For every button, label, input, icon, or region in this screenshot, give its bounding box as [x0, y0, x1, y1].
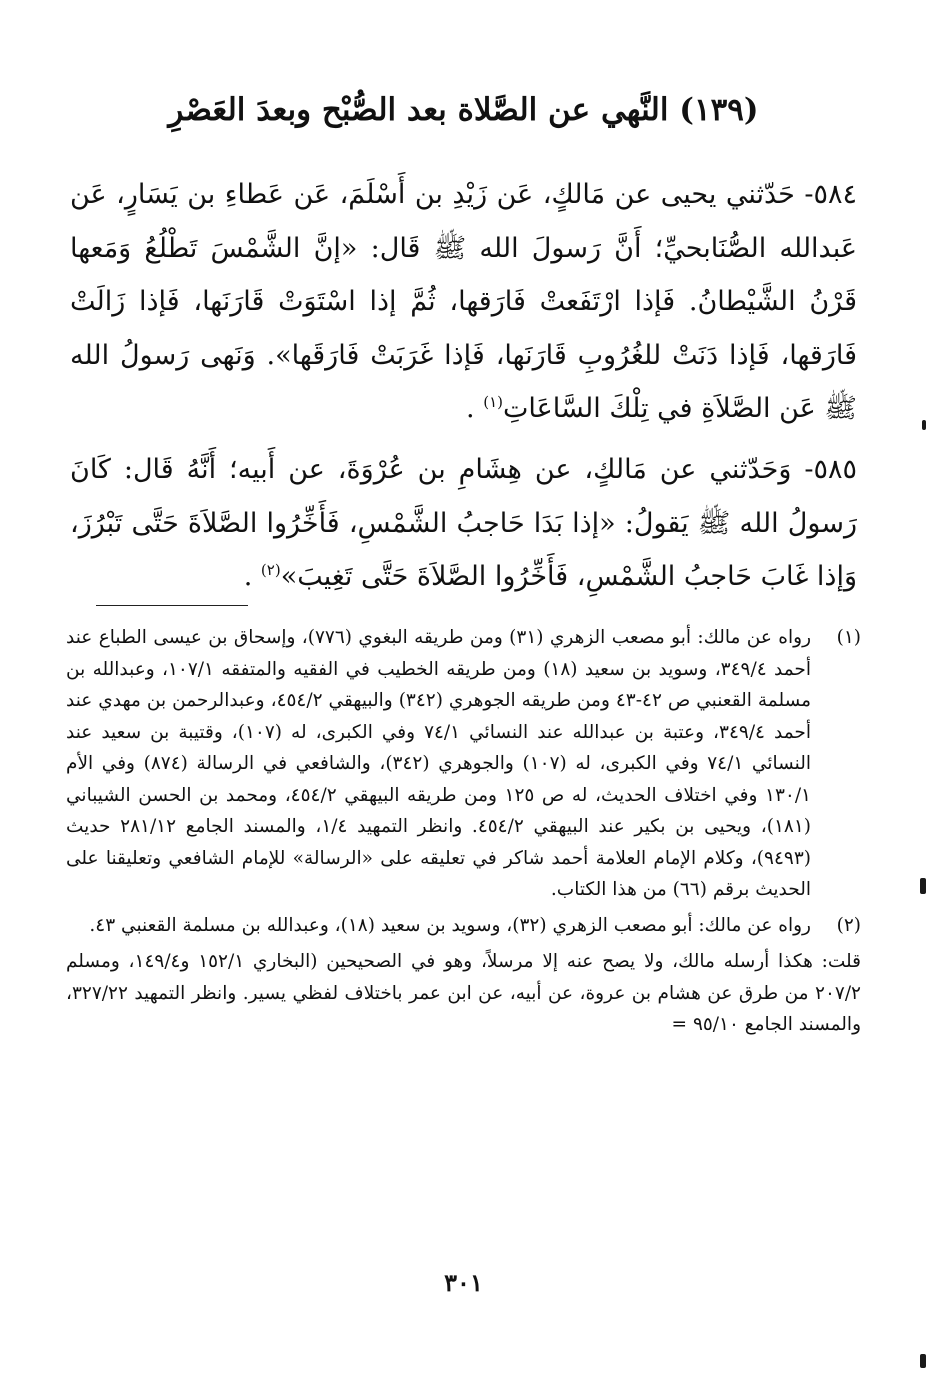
scan-edge-mark [920, 1354, 926, 1368]
page-number: ٣٠١ [444, 1268, 483, 1297]
footnote-text: رواه عن مالك: أبو مصعب الزهري (٣١) ومن طريقه البغوي (٧٧٦)، وإسحاق بن عيسى الطباع عند أحمد ٣٤٩/٤، وسويد بن سعيد (١٨) ومن طريقه الخطيب في الفقيه والمتفقه ١٠٧/١، وعبدالله بن مسلمة القعنبي ص ٤٢-٤٣ ومن طريقه الجوهري (٣٤٢) والبيهقي ٤٥٤/٢، وعبدالرحمن بن مهدي عند أحمد ٣٤٩/٤، وعتبة بن عبدالله عند النسائي ٧٤/١ وفي الكبرى، له (١٠٧)، وقتيبة بن سعيد عند النسائي ٧٤/١ وفي الكبرى، له (١٠٧) والجوهري (٣٤٢)، والشافعي في الرسالة (٨٧٤) وفي الأم ١٣٠/١ وفي اختلاف الحديث، له ص ١٢٥ ومن طريقه البيهقي ٤٥٤/٢، ومحمد بن الحسن الشيباني (١٨١)، ويحيى بن بكير عند البيهقي ٤٥٤/٢. وانظر التمهيد ١/٤، والمسند الجامع ٢٨١/١٢ حديث (٩٤٩٣)، وكلام الإمام العلامة أحمد شاكر في تعليقه على «الرسالة» للإمام الشافعي وتعليقنا على الحديث برقم (٦٦) من هذا الكتاب. [66, 627, 811, 900]
footnote-2-continuation: قلت: هكذا أرسله مالك، ولا يصح عنه إلا مرسلاً، وهو في الصحيحين (البخاري ١٥٢/١ و١٤٩/٤، ومسلم ٢٠٧/٢ من طرق عن هشام بن عروة، عن أبيه، عن ابن عمر باختلاف لفظي يسير. وانظر التمهيد ٣٢٧/٢٢، والمسند الجامع ٩٥/١٠ = [66, 951, 861, 1035]
chapter-title: (١٣٩) النَّهي عن الصَّلاة بعد الصُّبْح وبعدَ العَصْرِ [168, 92, 759, 128]
footnote-text: رواه عن مالك: أبو مصعب الزهري (٣٢)، وسويد بن سعيد (١٨)، وعبدالله بن مسلمة القعنبي ٤٣. [89, 914, 811, 936]
hadith-584 [70, 168, 857, 438]
footnote-1 [66, 622, 861, 906]
footnote-separator [96, 605, 248, 606]
footnote-ref[interactable]: (١) [483, 393, 503, 411]
hadith-end: . [466, 393, 484, 424]
footnotes [66, 622, 861, 1041]
footnote-marker: (١) [836, 627, 861, 648]
hadith-text [70, 443, 857, 604]
footnote-ref[interactable]: (٢) [260, 561, 281, 579]
footnote-2 [66, 910, 861, 942]
hadith-text [70, 168, 857, 436]
hadith-end: . [243, 561, 261, 592]
hadith-body: ٥٨٥- وَحَدّثني عن مَالكٍ، عن هِشَامِ بن عُرْوَةَ، عن أَبيه؛ أَنَّهُ قَال: كَانَ رَسولُ الله ﷺ يَقولُ: «إذا بَدَا حَاجبُ الشَّمْسِ، فَأَخِّرُوا الصَّلاَةَ حَتَّى تَبْرُزَ، وَإذا غَابَ حَاجبُ الشَّمْسِ، فَأَخِّرُوا الصَّلاَةَ حَتَّى تَغِيبَ» [70, 454, 857, 592]
footnote-marker: (٢) [836, 914, 861, 936]
scan-edge-mark [922, 420, 926, 430]
hadith-585 [70, 443, 857, 603]
scan-edge-mark [920, 878, 926, 894]
hadith-body: ٥٨٤- حَدّثني يحيى عن مَالكٍ، عَن زَيْدِ بن أَسْلَمَ، عَن عَطاءِ بن يَسَارٍ، عَن عَبدالله الصُّنَابحيِّ؛ أَنَّ رَسولَ الله ﷺ قَال: «إنَّ الشَّمْسَ تَطْلُعُ وَمَعها قَرْنُ الشَّيْطانُ. فَإذا ارْتَفَعتْ فَارَقها، ثُمَّ إذا اسْتَوَتْ قَارَنَها، فَإذا زَالَتْ فَارَقها، فَإذا دَنَتْ للغُرُوبِ قَارَنَها، فَإذا غَرَبَتْ فَارَقَها». وَنَهى رَسولُ الله ﷺ عَن الصَّلاَةِ في تِلْكَ السَّاعَاتِ [70, 179, 857, 424]
